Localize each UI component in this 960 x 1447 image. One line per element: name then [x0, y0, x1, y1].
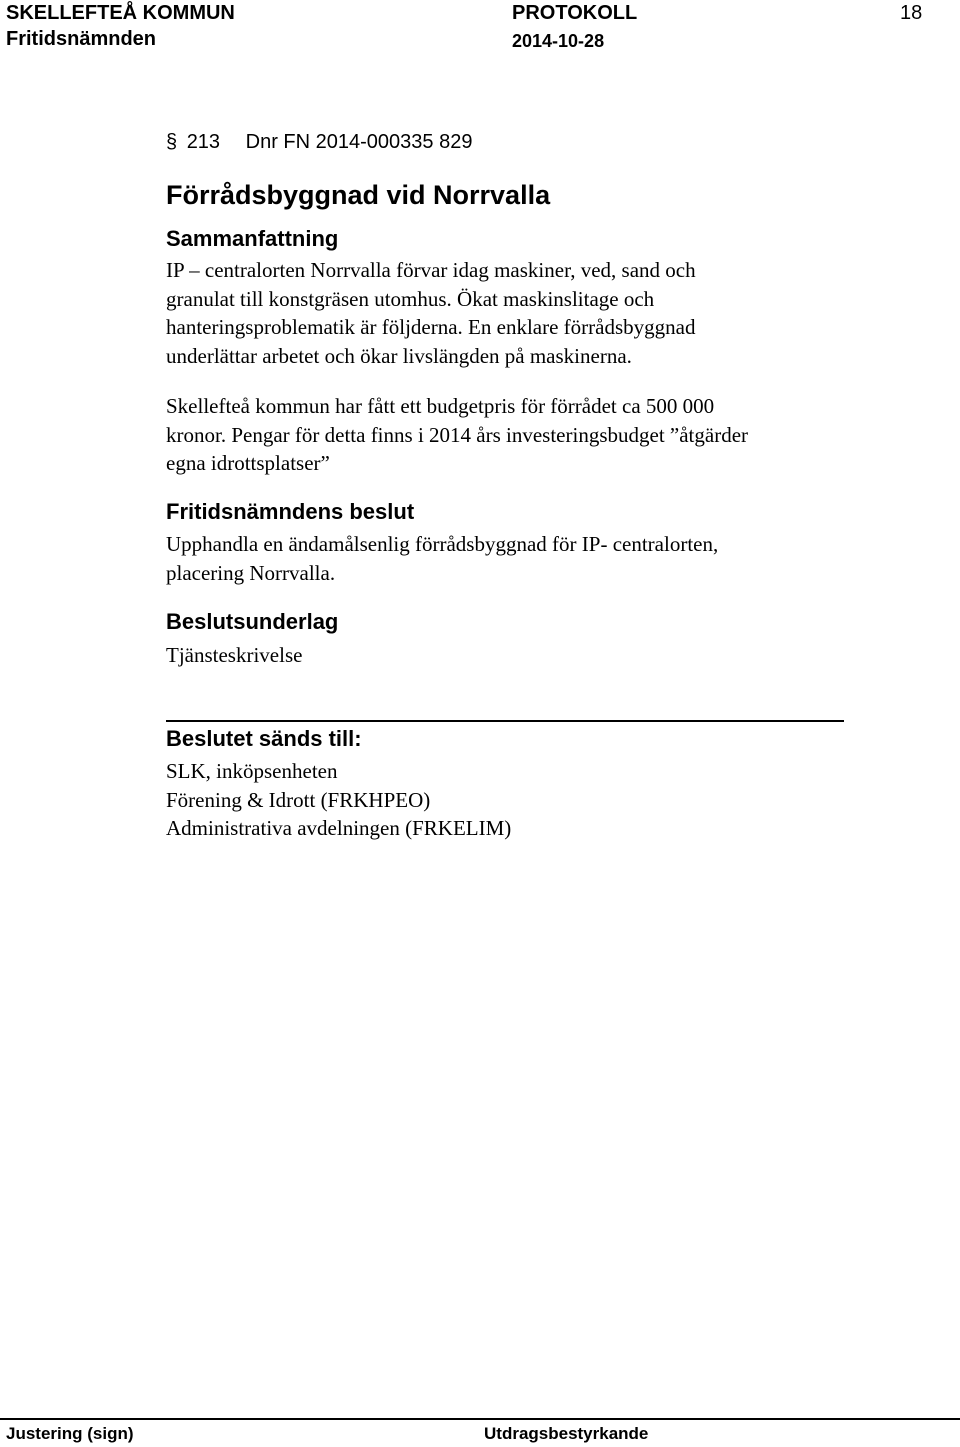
summary-paragraph-1 [166, 256, 846, 370]
utdragsbestyrkande-label: Utdragsbestyrkande [484, 1424, 649, 1443]
decision-line: placering Norrvalla. [166, 560, 336, 585]
footer-rule [0, 1418, 960, 1420]
recipient-item: SLK, inköpsenheten [166, 759, 338, 783]
summary-line: IP – centralorten Norrvalla förvar idag maskiner, ved, sand och [166, 258, 696, 282]
recipient-item: Administrativa avdelningen (FRKELIM) [166, 816, 512, 840]
section-divider [166, 720, 844, 722]
item-reference [166, 130, 472, 154]
decision-text [166, 530, 846, 587]
section-sign: § [166, 131, 178, 153]
summary-line: egna idrottsplatser” [166, 451, 330, 475]
justering-label: Justering (sign) [6, 1424, 134, 1443]
recipient-item: Förening & Idrott (FRKHPEO) [166, 787, 431, 812]
meeting-date: 2014-10-28 [512, 31, 605, 51]
organization-name: SKELLEFTEÅ KOMMUN [6, 2, 235, 24]
decision-line: Upphandla en ändamålsenlig förrådsbyggnad för IP- centralorten, [166, 532, 719, 556]
summary-line: underlättar arbetet och ökar livslängden på maskinerna. [166, 343, 632, 368]
basis-item: Tjänsteskrivelse [166, 643, 303, 667]
summary-line: granulat till konstgräsen utomhus. Ökat maskinslitage och [166, 286, 655, 311]
document-type: PROTOKOLL [512, 2, 638, 24]
summary-paragraph-2 [166, 392, 846, 478]
basis-heading: Beslutsunderlag [166, 609, 339, 634]
summary-line: hanteringsproblematik är följderna. En enklare förrådsbyggnad [166, 315, 696, 339]
recipients-heading: Beslutet sänds till: [166, 726, 362, 751]
basis-text [166, 641, 846, 670]
committee-name: Fritidsnämnden [6, 28, 157, 50]
summary-line: Skellefteå kommun har fått ett budgetpris för förrådet ca 500 000 [166, 394, 715, 418]
page-number: 18 [900, 2, 923, 24]
recipients-list [166, 757, 846, 843]
decision-heading: Fritidsnämndens beslut [166, 499, 415, 524]
summary-line: kronor. Pengar för detta finns i 2014 års investeringsbudget ”åtgärder [166, 422, 749, 447]
summary-heading: Sammanfattning [166, 226, 339, 251]
item-title: Förrådsbyggnad vid Norrvalla [166, 180, 551, 210]
diary-number: Dnr FN 2014-000335 829 [245, 131, 473, 153]
item-number: 213 [186, 131, 221, 153]
